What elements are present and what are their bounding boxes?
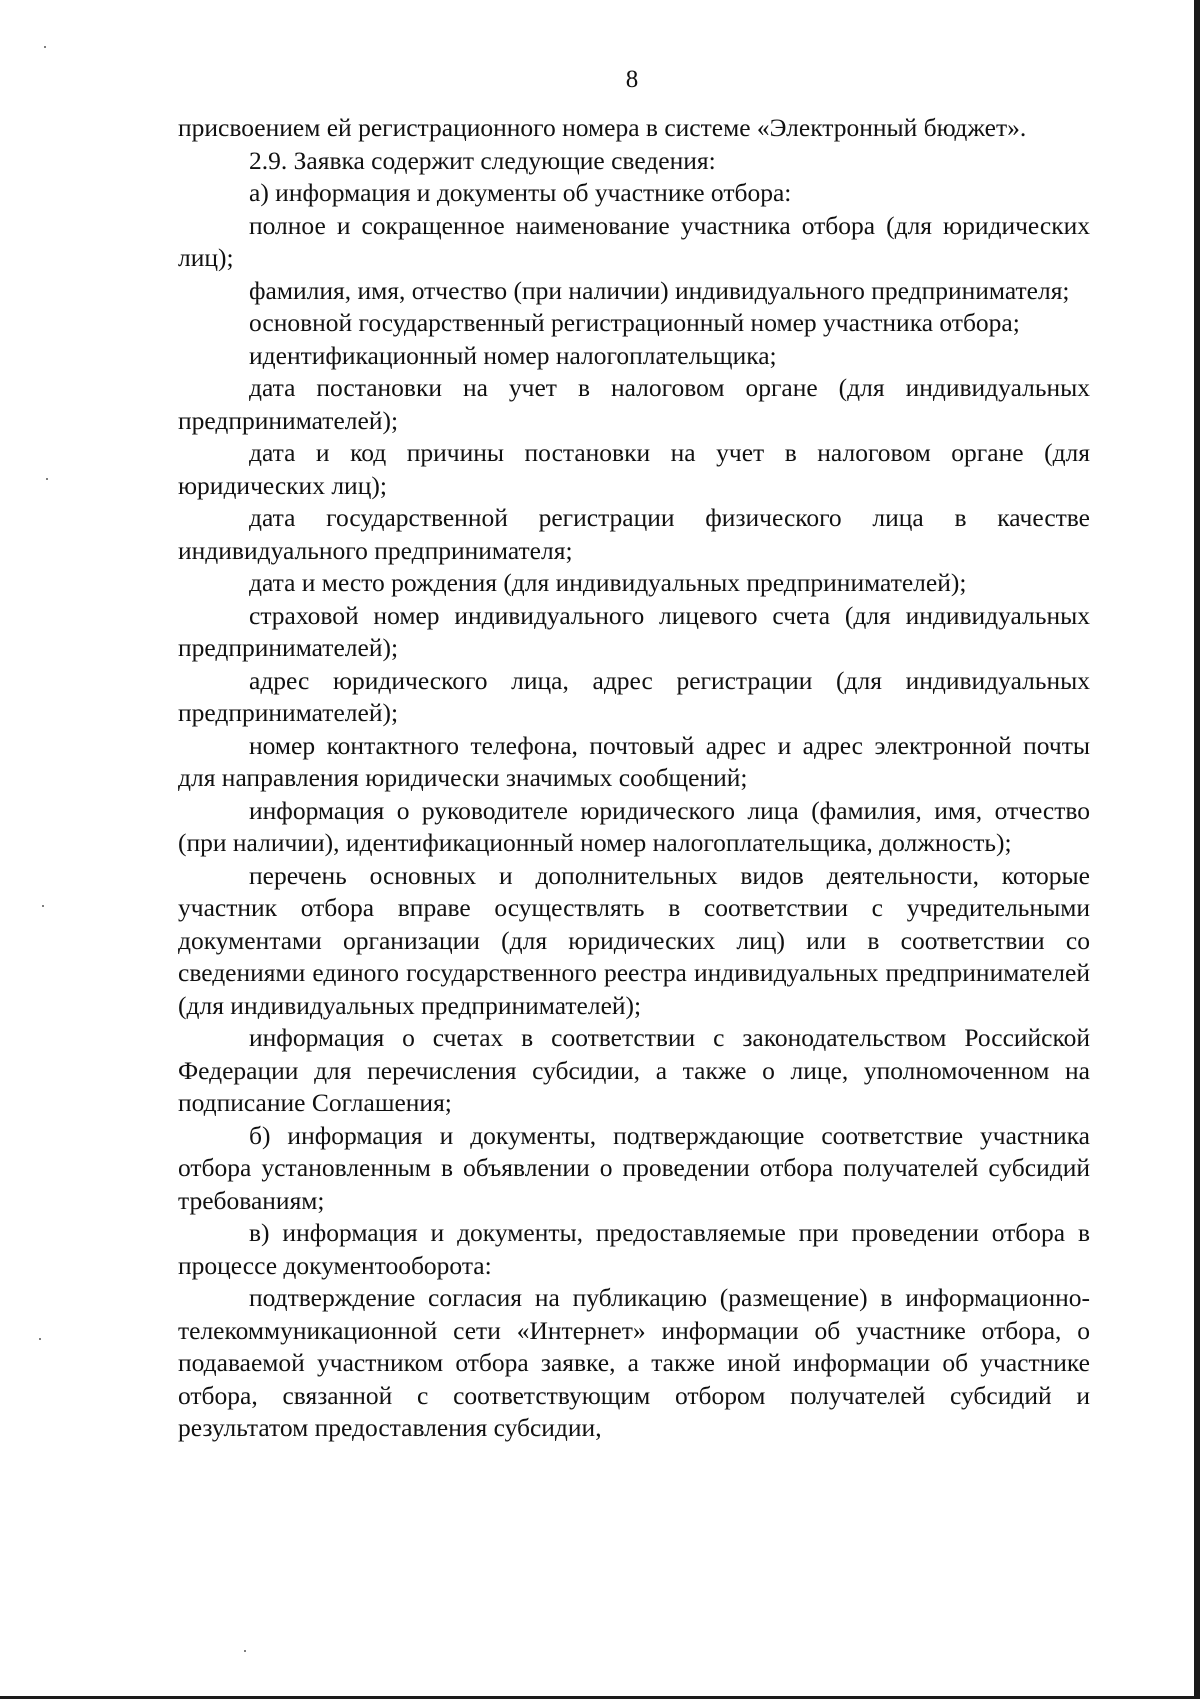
scan-speck	[44, 46, 46, 48]
paragraph: б) информация и документы, подтверждающие соответствие участника отбора установленным в объявлении о проведении отбора получателей субсидий требованиям;	[178, 1120, 1090, 1215]
paragraph: дата постановки на учет в налоговом органе (для индивидуальных предпринимателей);	[178, 373, 1090, 435]
paragraph: в) информация и документы, предоставляемые при проведении отбора в процессе документооборота:	[178, 1218, 1090, 1280]
paragraph: фамилия, имя, отчество (при наличии) индивидуального предпринимателя;	[249, 275, 1070, 305]
paragraph: информация о руководителе юридического лица (фамилия, имя, отчество (при наличии), идентификационный номер налогоплательщика, должность);	[178, 795, 1090, 857]
paragraph: полное и сокращенное наименование участника отбора (для юридических лиц);	[178, 210, 1090, 272]
paragraph: дата и место рождения (для индивидуальных предпринимателей);	[249, 568, 967, 597]
paragraph: основной государственный регистрационный номер участника отбора;	[249, 308, 1020, 337]
paragraph: перечень основных и дополнительных видов деятельности, которые участник отбора вправе осуществлять в соответствии с учредительными документами организации (для юридических лиц) или в соответствии со сведениями единого государственного реестра индивидуальных предпринимателей (для индивидуальных предпринимателей);	[178, 860, 1090, 1020]
scan-speck	[42, 905, 44, 907]
scan-speck	[39, 1338, 41, 1340]
paragraph: дата государственной регистрации физического лица в качестве индивидуального предпринимателя;	[178, 503, 1090, 565]
paragraph: информация о счетах в соответствии с законодательством Российской Федерации для перечисления субсидии, а также о лице, уполномоченном на подписание Соглашения;	[178, 1023, 1090, 1117]
paragraph: а) информация и документы об участнике отбора:	[249, 178, 792, 207]
paragraph: 2.9. Заявка содержит следующие сведения:	[249, 145, 716, 175]
paragraph: адрес юридического лица, адрес регистрации (для индивидуальных предпринимателей);	[178, 665, 1090, 727]
paragraph: страховой номер индивидуального лицевого счета (для индивидуальных предпринимателей);	[178, 600, 1090, 662]
scan-speck	[46, 478, 48, 480]
paragraph: подтверждение согласия на публикацию (размещение) в информационно-телекоммуникационной сети «Интернет» информации об участнике отбора, о подаваемой участником отбора заявке, а также иной информации об участнике отбора, связанной с соответствующим отбором получателей субсидий и результатом предоставления субсидии,	[178, 1283, 1090, 1442]
paragraph: присвоением ей регистрационного номера в системе «Электронный бюджет».	[178, 113, 1027, 142]
scan-speck	[244, 1650, 246, 1652]
paragraph: идентификационный номер налогоплательщика;	[249, 340, 777, 370]
paragraph: дата и код причины постановки на учет в налоговом органе (для юридических лиц);	[178, 438, 1090, 500]
document-body	[178, 112, 1090, 1445]
scan-edge-right	[1194, 0, 1200, 1699]
paragraph: номер контактного телефона, почтовый адрес и адрес электронной почты для направления юридически значимых сообщений;	[178, 730, 1090, 792]
page-number: 8	[625, 66, 639, 93]
